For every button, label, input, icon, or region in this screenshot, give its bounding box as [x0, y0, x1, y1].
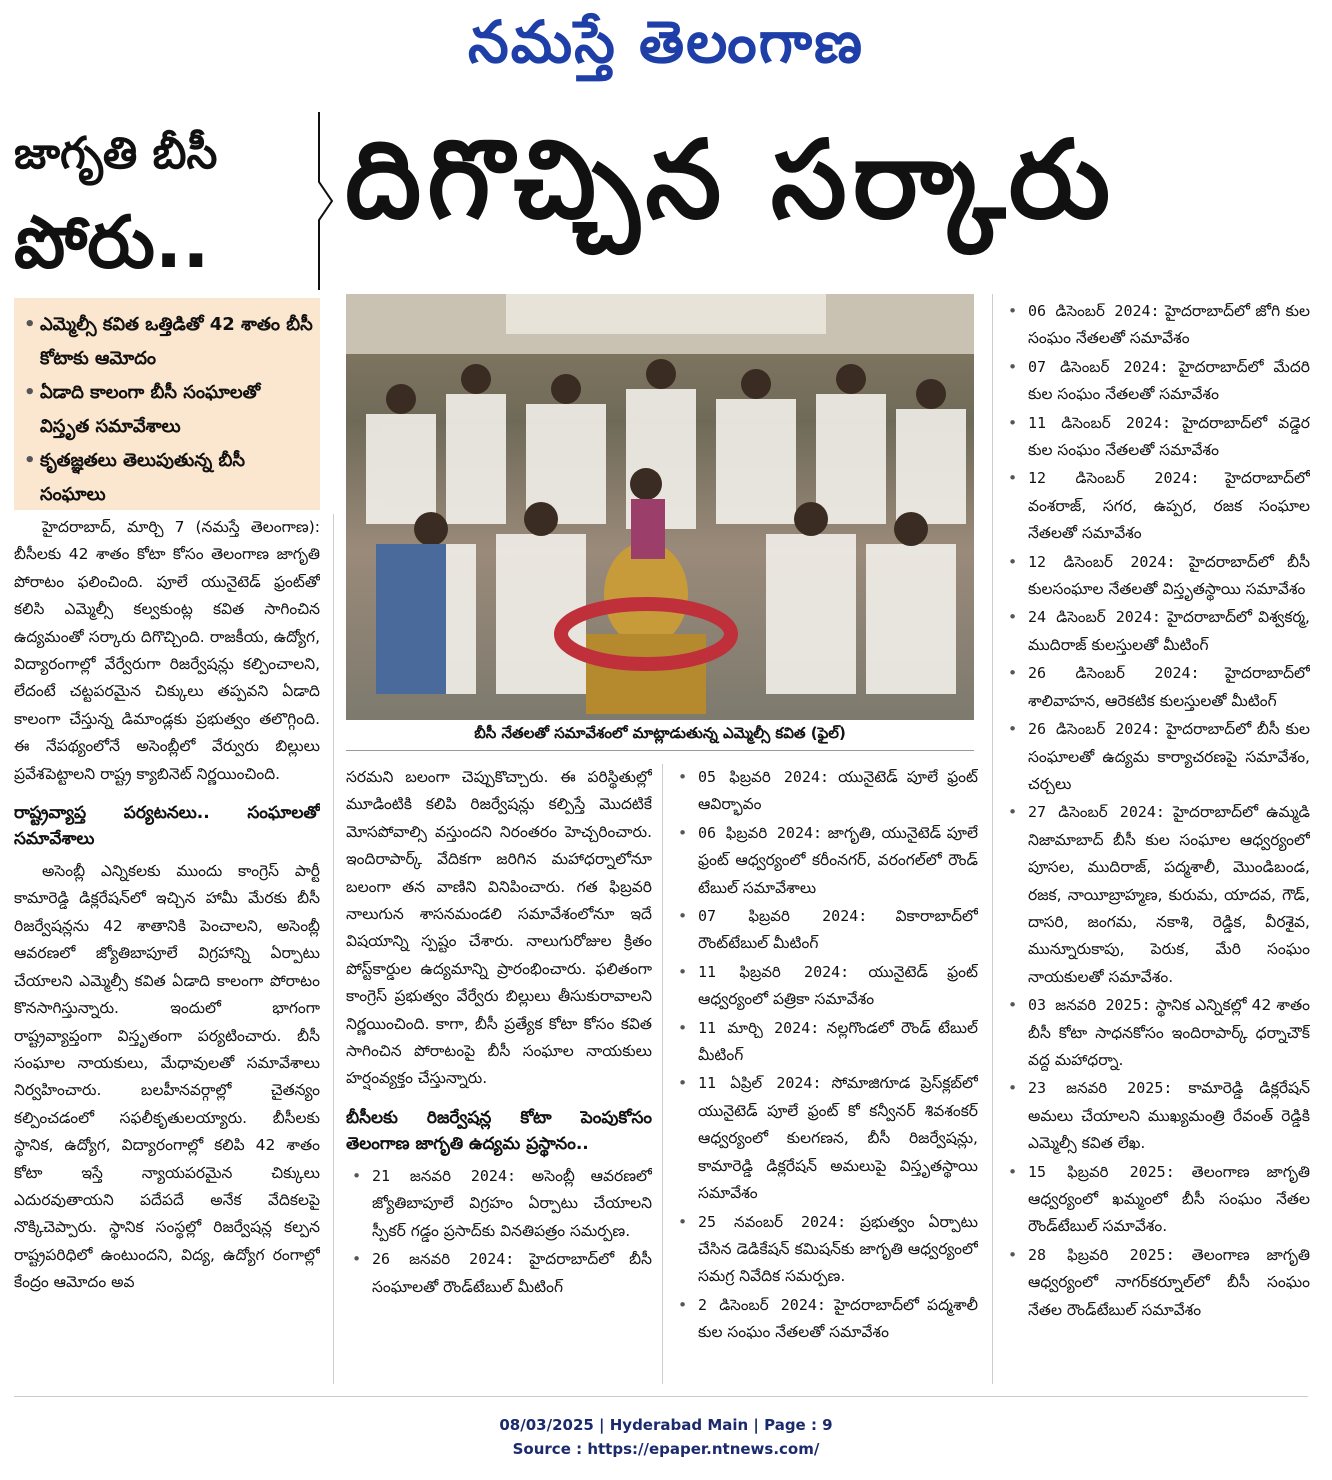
timeline-list: [672, 764, 978, 1347]
timeline-text: నల్లగొండలో రౌండ్ టేబుల్ మీటింగ్: [698, 1018, 978, 1065]
timeline-item: [346, 1246, 652, 1301]
timeline-text: కామారెడ్డి డిక్లరేషన్ అమలు చేయాలని ముఖ్యమంత్రి రేవంత్ రెడ్డికి ఎమ్మెల్సీ కవిత లేఖ.: [1028, 1079, 1310, 1153]
timeline-item: [1002, 1075, 1310, 1157]
highlight-item: • కృతజ్ఞతలు తెలుపుతున్న బీసీ సంఘాలు: [24, 444, 314, 512]
section-subhead: రాష్ట్రవ్యాప్త పర్యటనలు.. సంఘాలతో సమావేశాలు: [14, 803, 320, 850]
timeline-item: [1002, 410, 1310, 465]
timeline-text: హైదరాబాద్‌లో శాలివాహన, ఆరెకటిక కులస్తులతో మీటింగ్: [1028, 664, 1310, 710]
timeline-text: జాగృతి, యునైటెడ్ పూలే ఫ్రంట్ ఆధ్వర్యంలో కరీంనగర్, వరంగల్‌లో రౌండ్ టేబుల్ సమావేశాలు: [698, 823, 978, 897]
timeline-date: 12 డిసెంబర్ 2024:: [1028, 552, 1176, 571]
timeline-date: 26 జనవరి 2024:: [372, 1250, 515, 1269]
column-2: [346, 764, 652, 1394]
timeline-item: [672, 959, 978, 1014]
headline-divider: [316, 112, 336, 290]
timeline-text: తెలంగాణ జాగృతి ఆధ్వర్యంలో నాగర్‌కర్నూల్‌లో బీసీ సంఘం నేతల రౌండ్‌టేబుల్ సమావేశం: [1028, 1245, 1310, 1319]
timeline-date: 24 డిసెంబర్ 2024:: [1028, 608, 1161, 627]
timeline-date: 07 డిసెంబర్ 2024:: [1028, 357, 1169, 376]
footer-rule: [14, 1396, 1308, 1397]
news-photo: [346, 294, 974, 720]
timeline-item: [1002, 992, 1310, 1074]
timeline-text: తెలంగాణ జాగృతి ఆధ్వర్యంలో ఖమ్మంలో బీసీ సంఘం నేతల రౌండ్‌టేబుల్ సమావేశం.: [1028, 1162, 1310, 1236]
timeline-item: [672, 1292, 978, 1347]
timeline-date: 26 డిసెంబర్ 2024:: [1028, 720, 1161, 739]
timeline-text: అసెంబ్లీ ఆవరణలో జ్యోతిబాపూలే విగ్రహం ఏర్పాటు చేయాలని స్పీకర్ గడ్డం ప్రసాద్‌కు వినతిపత్రం సమర్పణ.: [372, 1166, 652, 1240]
timeline-date: 26 డిసెంబర్ 2024:: [1028, 664, 1200, 683]
timeline-date: 07 ఫిబ్రవరి 2024:: [698, 907, 868, 926]
timeline-text: హైదరాబాద్‌లో జోగి కుల సంఘం నేతలతో సమావేశం: [1028, 302, 1310, 348]
timeline-item: [346, 1163, 652, 1245]
timeline-item: [672, 1209, 978, 1291]
timeline-date: 28 ఫిబ్రవరి 2025:: [1028, 1245, 1175, 1264]
masthead-logo: నమస్తే తెలంగాణ: [468, 8, 864, 76]
timeline-text: యునైటెడ్ ఫ్రంట్ ఆధ్వర్యంలో పత్రికా సమావేశం: [698, 962, 978, 1009]
highlight-item: • ఏడాది కాలంగా బీసీ సంఘాలతో విస్తృత సమావేశాలు: [24, 376, 314, 444]
timeline-date: 12 డిసెంబర్ 2024:: [1028, 469, 1200, 488]
timeline-text: వికారాబాద్‌లో రౌంట్‌టేబుల్ మీటింగ్: [698, 907, 978, 953]
article-paragraph: అసెంబ్లీ ఎన్నికలకు ముందు కాంగ్రెస్ పార్టీ కామారెడ్డి డిక్లరేషన్‌లో ఇచ్చిన హామీ మేరకు బీసీ రిజర్వేషన్లను 42 శాతానికి పెంచాలని, అసెంబ్లీ ఆవరణలో జ్యోతిబాపూలే విగ్రహాన్ని ఏర్పాటు చేయాలని ఎమ్మెల్సీ కవిత ఏడాది కాలంగా పోరాటం కొనసాగిస్తున్నారు. ఇందులో భాగంగా రాష్ట్రవ్యాప్తంగా విస్తృతంగా పర్యటించారు. బీసీ సంఘాల నాయకులు, మేధావులతో సమావేశాలు నిర్వహించారు. బలహీనవర్గాల్లో చైతన్యం కల్పించడంలో సఫలీకృతులయ్యారు. బీసీలకు స్థానిక, ఉద్యోగ, విద్యారంగాల్లో కలిపి 42 శాతం కోటా ఇస్తే న్యాయపరమైన చిక్కులు ఎదురవుతాయని పదేపదే అనేక వేదికలపై నొక్కిచెప్పారు. స్థానిక సంస్థల్లో రిజర్వేషన్ల కల్పన రాష్ట్రపరిధిలో ఉంటుందని, విద్య, ఉద్యోగ రంగాల్లో కేంద్రం ఆమోదం అవ: [14, 862, 320, 1292]
kicker-line-1: జాగృతి బీసీ: [14, 128, 218, 179]
column-1: [14, 514, 320, 1394]
timeline-item: [672, 903, 978, 958]
crowd-photo-illustration: [346, 294, 974, 720]
timeline-item: [672, 764, 978, 819]
timeline-date: 11 మార్చి 2024:: [698, 1018, 820, 1037]
highlight-item: • ఎమ్మెల్సీ కవిత ఒత్తిడితో 42 శాతం బీసీ కోటాకు ఆమోదం: [24, 308, 314, 376]
timeline-item: [1002, 799, 1310, 991]
timeline-item: [1002, 716, 1310, 798]
timeline-date: 06 ఫిబ్రవరి 2024:: [698, 823, 823, 842]
timeline-text: హైదరాబాద్‌లో వడ్డెర కుల సంఘం నేతలతో సమావేశం: [1028, 413, 1310, 460]
timeline-item: [1002, 354, 1310, 409]
timeline-date: 27 డిసెంబర్ 2024:: [1028, 803, 1165, 822]
column-rule: [992, 294, 993, 1384]
timeline-date: 06 డిసెంబర్ 2024:: [1028, 302, 1160, 320]
timeline-date: 11 ఏప్రిల్ 2024:: [698, 1074, 822, 1093]
footer-source-link[interactable]: Source : https://epaper.ntnews.com/: [512, 1440, 820, 1458]
timeline-item: [672, 820, 978, 902]
timeline-text: స్థానిక ఎన్నికల్లో 42 శాతం బీసీ కోటా సాధనకోసం ఇందిరాపార్క్ ధర్నాచౌక్ వద్ద మహాధర్నా.: [1028, 996, 1310, 1069]
timeline-date: 15 ఫిబ్రవరి 2025:: [1028, 1162, 1175, 1181]
timeline-date: 11 ఫిబ్రవరి 2024:: [698, 962, 850, 981]
timeline-text: హైదరాబాద్‌లో పద్మశాలీ కుల సంఘం నేతలతో సమావేశం: [698, 1295, 978, 1342]
highlights-box: [14, 298, 320, 510]
column-rule: [662, 764, 663, 1384]
timeline-item: [672, 1015, 978, 1070]
timeline-date: 05 ఫిబ్రవరి 2024:: [698, 768, 830, 786]
timeline-item: [1002, 604, 1310, 659]
timeline-item: [1002, 298, 1310, 353]
photo-caption: బీసీ నేతలతో సమావేశంలో మాట్లాడుతున్న ఎమ్మెల్సీ కవిత (ఫైల్): [346, 724, 974, 751]
column-3: [672, 764, 978, 1394]
timeline-text: హైదరాబాద్‌లో బీసీ కులసంఘాల నేతలతో విస్తృతస్థాయి సమావేశం: [1028, 552, 1310, 599]
footer-edition-info: 08/03/2025 | Hyderabad Main | Page : 9: [499, 1416, 833, 1434]
timeline-item: [672, 1070, 978, 1207]
timeline-text: యునైటెడ్ పూలే ఫ్రంట్ ఆవిర్భావం: [698, 768, 978, 814]
timeline-list: [346, 1163, 652, 1301]
timeline-date: 25 నవంబర్ 2024:: [698, 1212, 847, 1231]
timeline-text: హైదరాబాద్‌లో ఉమ్మడి నిజామాబాద్ బీసీ కుల సంఘాల ఆధ్వర్యంలో పూసల, ముదిరాజ్, పద్మశాలీ, మొండిబండ, రజక, నాయీబ్రాహ్మణ, కురుమ, యాదవ, గౌడ్, దాసరి, జంగమ, నకాశి, రెడ్డిక, వీరశైవ, మున్నూరుకాపు, పెరుక, మేరి సంఘం నాయకులతో సమావేశం.: [1028, 803, 1310, 986]
kicker-line-2: పోరు..: [14, 200, 210, 284]
article-paragraph: హైదరాబాద్, మార్చి 7 (నమస్తే తెలంగాణ): బీసీలకు 42 శాతం కోటా కోసం తెలంగాణ జాగృతి పోరాటం ఫలించింది. పూలే యునైటెడ్ ఫ్రంట్‌తో కలిసి ఎమ్మెల్సీ కల్వకుంట్ల కవిత సాగించిన ఉద్యమంతో సర్కారు దిగొచ్చింది. రాజకీయ, ఉద్యోగ, విద్యారంగాల్లో వేర్వేరుగా రిజర్వేషన్లు కల్పించాలని, లేదంటే చట్టపరమైన చిక్కులు తప్పవని ఏడాది కాలంగా చేస్తున్న డిమాండ్లకు ప్రభుత్వం తలొగ్గింది. ఈ నేపథ్యంలోనే అసెంబ్లీలో వేర్వురు బిల్లులు ప్రవేశపెట్టాలని రాష్ట్ర క్యాబినెట్ నిర్ణయించింది.: [14, 518, 320, 783]
timeline-text: హైదరాబాద్‌లో బీసీ కుల సంఘాలతో ఉద్యమ కార్యాచరణపై సమావేశం, చర్చలు: [1028, 720, 1310, 793]
section-subhead: బీసీలకు రిజర్వేషన్ల కోటా పెంపుకోసం తెలంగాణ జాగృతి ఉద్యమ ప్రస్థానం..: [346, 1107, 652, 1154]
timeline-date: 23 జనవరి 2025:: [1028, 1079, 1173, 1098]
column-4: [1002, 298, 1310, 1394]
timeline-text: ప్రభుత్వం ఏర్పాటు చేసిన డెడికేషన్ కమిషన్‌కు జాగృతి ఆధ్వర్యంలో సమగ్ర నివేదిక సమర్పణ.: [698, 1212, 978, 1286]
timeline-text: సోమాజిగూడ ప్రెస్‌క్లబ్‌లో యునైటెడ్ పూలే ఫ్రంట్ కో కన్వీనర్ శివశంకర్ ఆధ్వర్యంలో కులగణన, బీసీ రిజర్వేషన్లు, కామారెడ్డి డిక్లరేషన్ అమలుపై విస్తృతస్థాయి సమావేశం: [698, 1074, 978, 1203]
timeline-item: [1002, 660, 1310, 715]
timeline-list: [1002, 298, 1310, 1324]
timeline-text: హైదరాబాద్‌లో బీసీ సంఘాలతో రౌండ్‌టేబుల్ మీటింగ్: [372, 1250, 652, 1296]
timeline-text: హైదరాబాద్‌లో వంశరాజ్, సగర, ఉప్పర, రజక సంఘాల నేతలతో సమావేశం: [1028, 469, 1310, 543]
article-paragraph: సరమని బలంగా చెప్పుకొచ్చారు. ఈ పరిస్థితుల్లో మూడింటికి కలిపి రిజర్వేషన్లు కల్పిస్తే మొదటికే మోసపోవాల్సి వస్తుందని నిరంతరం హెచ్చరించారు. ఇందిరాపార్క్ వేదికగా జరిగిన మహాధర్నాలోనూ బలంగా తన వాణిని వినిపించారు. గత ఫిబ్రవరి నాలుగున శాసనమండలి సమావేశంలోనూ ఇదే విషయాన్ని స్పష్టం చేశారు. నాలుగురోజుల క్రితం పోస్ట్‌కార్డుల ఉద్యమాన్ని ప్రారంభించారు. ఫలితంగా కాంగ్రెస్ ప్రభుత్వం వేర్వేరు బిల్లులు తీసుకురావాలని నిర్ణయించింది. కాగా, బీసీ ప్రత్యేక కోటా కోసం కవిత సాగించిన పోరాటంపై బీసీ సంఘాల నాయకులు హర్షంవ్యక్తం చేస్తున్నారు.: [346, 768, 652, 1088]
timeline-date: 03 జనవరి 2025:: [1028, 996, 1151, 1015]
timeline-date: 11 డిసెంబర్ 2024:: [1028, 413, 1172, 432]
timeline-item: [1002, 1242, 1310, 1324]
timeline-item: [1002, 465, 1310, 547]
timeline-date: 2 డిసెంబర్ 2024:: [698, 1295, 826, 1314]
timeline-text: హైదరాబాద్‌లో విశ్వకర్మ, ముదిరాజ్ కులస్తులతో మీటింగ్: [1028, 608, 1310, 654]
headline: దిగొచ్చిన సర్కారు: [345, 118, 1117, 243]
column-rule: [333, 514, 334, 1384]
timeline-item: [1002, 1159, 1310, 1241]
timeline-date: 21 జనవరి 2024:: [372, 1166, 517, 1185]
timeline-item: [1002, 549, 1310, 604]
timeline-text: హైదరాబాద్‌లో మేదరి కుల సంఘం నేతలతో సమావేశం: [1028, 357, 1310, 404]
